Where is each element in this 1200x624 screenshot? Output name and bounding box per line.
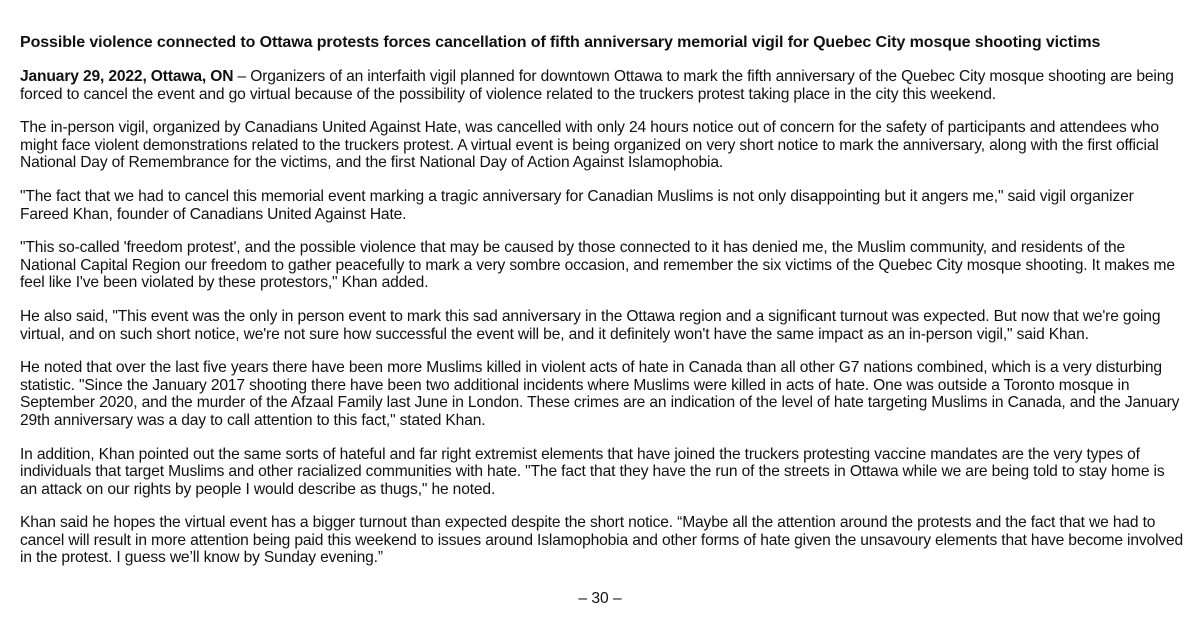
paragraph-vigil-cancelled: The in-person vigil, organized by Canadians United Against Hate, was cancelled with only 24 hours notice out of concern for the safety of participants and attendees who might face violent demonstrations related to the truckers protest. A virtual event is being organized on very short notice to mark the anniversary, along with the first official National Day of Remembrance for the victims, and the first National Day of Action Against Islamophobia.: [20, 119, 1159, 172]
paragraph-freedom-protest-quote: "This so-called 'freedom protest', and the possible violence that may be caused by those connected to it has denied me, the Muslim community, and residents of the National Capital Region our freedom to gather peacefully to mark a very sombre occasion, and remember the six victims of the Quebec City mosque shooting. It makes me feel like I've been violated by these protestors," Khan added.: [20, 239, 1175, 292]
headline: Possible violence connected to Ottawa protests forces cancellation of fifth anniversary memorial vigil for Quebec City mosque shooting victims: [20, 34, 1101, 51]
dateline: January 29, 2022, Ottawa, ON: [20, 68, 234, 85]
paragraph-khan-quote-angers: "The fact that we had to cancel this memorial event marking a tragic anniversary for Canadian Muslims is not only disappointing but it angers me," said vigil organizer Fareed Khan, founder of Canadians United Against Hate.: [20, 187, 1134, 223]
paragraph-virtual-turnout: Khan said he hopes the virtual event has a bigger turnout than expected despite the short notice. “Maybe all the attention around the protests and the fact that we had to cancel will result in more attention being paid this weekend to issues around Islamophobia and other forms of hate given the unsavoury elements that have become involved in the protest. I guess we’ll know by Sunday evening.”: [20, 514, 1184, 567]
page-number: – 30 –: [578, 590, 622, 607]
paragraph-g7-statistic: He noted that over the last five years there have been more Muslims killed in violent acts of hate in Canada than all other G7 nations combined, which is a very disturbing statistic. "Since the January 2017 shooting there have been two additional incidents where Muslims were killed in acts of hate. One was outside a Toronto mosque in September 2020, and the murder of the Afzaal Family last June in London. These crimes are an indication of the level of hate targeting Muslims in Canada, and the January 29th anniversary was a day to call attention to this fact," stated Khan.: [20, 359, 1180, 429]
paragraph-extremist-elements: In addition, Khan pointed out the same sorts of hateful and far right extremist elements that have joined the truckers protesting vaccine mandates are the very types of individuals that target Muslims and other racialized communities with hate. "The fact that they have the run of the streets in Ottawa while we are being told to stay home is an attack on our rights by people I would describe as thugs," he noted.: [20, 445, 1165, 498]
paragraph-only-in-person-event: He also said, "This event was the only in person event to mark this sad anniversary in the Ottawa region and a significant turnout was expected. But now that we're going virtual, and on such short notice, we're not sure how successful the event will be, and it definitely won't have the same impact as an in-person vigil," said Khan.: [20, 307, 1161, 343]
lead-paragraph: [20, 68, 1184, 103]
lead-paragraph-text: – Organizers of an interfaith vigil planned for downtown Ottawa to mark the fifth anniversary of the Quebec City mosque shooting are being forced to cancel the event and go virtual because of the possibility of violence related to the truckers protest taking place in the city this weekend.: [20, 68, 1174, 103]
